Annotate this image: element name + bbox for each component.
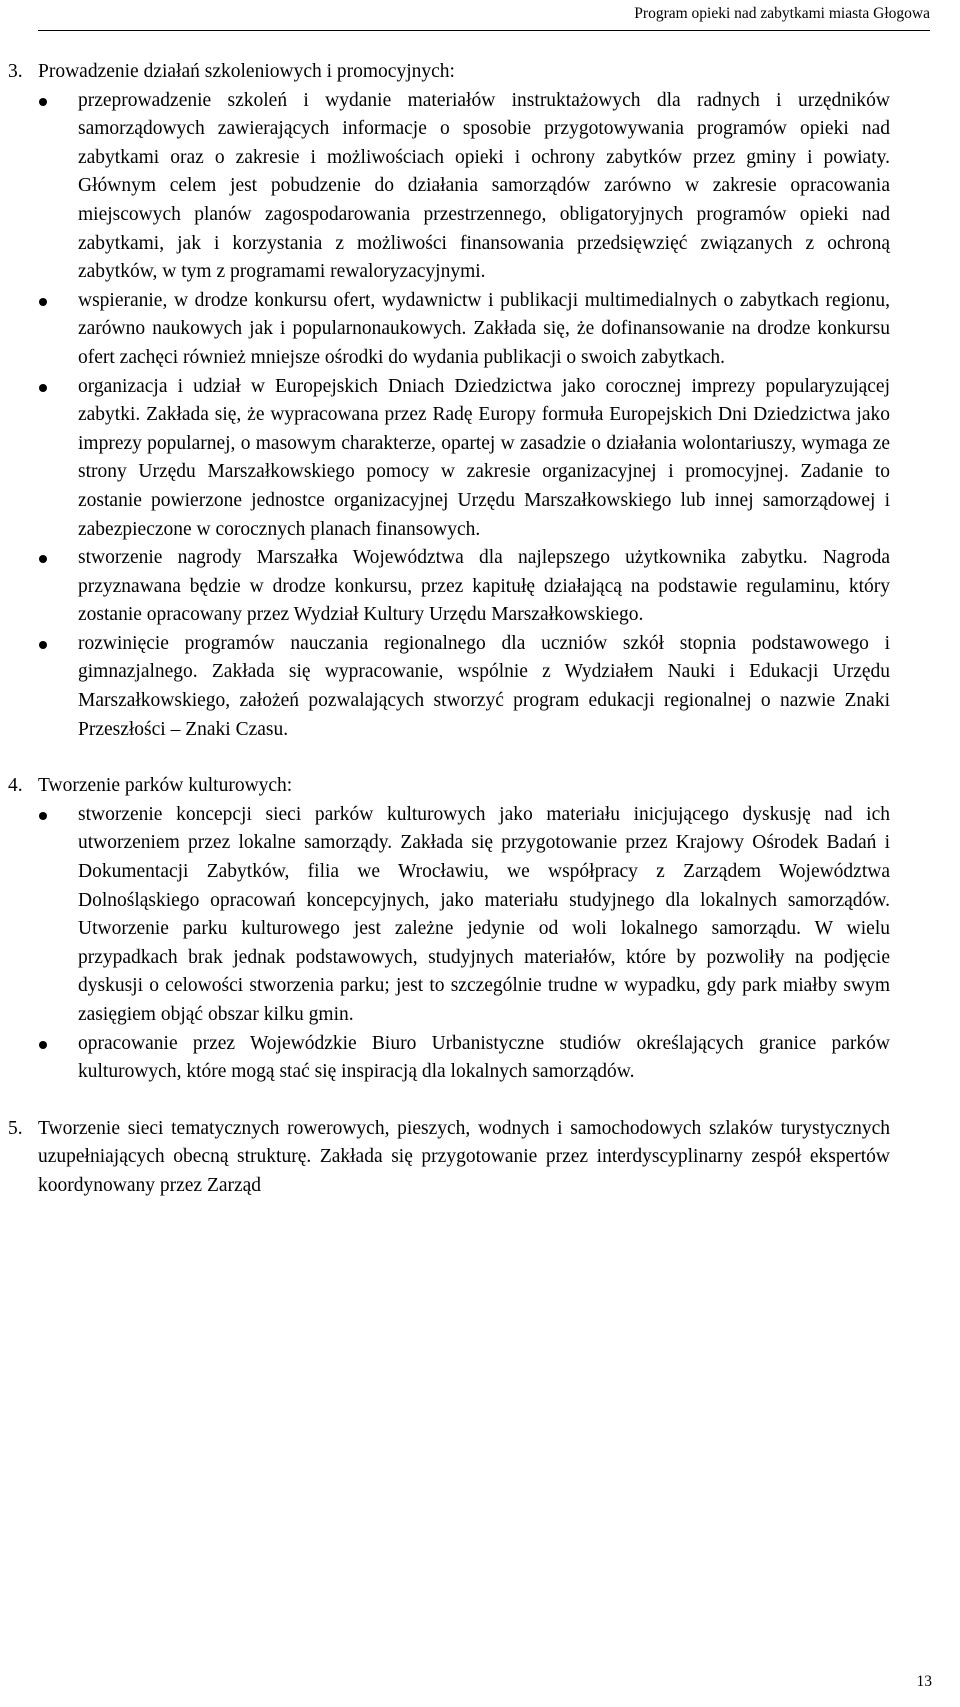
list-item bbox=[8, 87, 890, 287]
section-spacer bbox=[0, 1087, 960, 1115]
section-number: 4. bbox=[8, 775, 23, 797]
section-4 bbox=[8, 772, 890, 1087]
page-header bbox=[38, 4, 930, 31]
list-item bbox=[8, 630, 890, 744]
list-item bbox=[8, 544, 890, 630]
bullet-list bbox=[8, 801, 890, 1087]
section-number: 3. bbox=[8, 61, 23, 82]
bullet-icon bbox=[39, 384, 47, 392]
section-spacer bbox=[0, 744, 960, 772]
list-item-text: wspieranie, w drodze konkursu ofert, wydawnictw i publikacji multimedialnych o zabytkach regionu, zarówno naukowych jak i popularnonaukowych. Zakłada się, że dofinansowanie na drodze konkursu ofert zachęci również mniejsze ośrodki do wydania publikacji o swoich zabytkach. bbox=[78, 289, 890, 368]
list-item bbox=[8, 287, 890, 373]
document-title: Program opieki nad zabytkami miasta Głogowa bbox=[634, 5, 930, 22]
bullet-icon bbox=[39, 641, 47, 649]
bullet-icon bbox=[39, 1041, 47, 1049]
list-item bbox=[8, 801, 890, 1030]
bullet-icon bbox=[39, 555, 47, 563]
list-item-text: stworzenie nagrody Marszałka Województwa dla najlepszego użytkownika zabytku. Nagroda przyznawana będzie w drodze konkursu, przez kapitułę działającą na podstawie regulaminu, który zostanie opracowany przez Wydział Kultury Urzędu Marszałkowskiego. bbox=[78, 547, 890, 626]
list-item bbox=[8, 1030, 890, 1087]
section-heading bbox=[8, 58, 890, 87]
section-paragraph bbox=[8, 1115, 890, 1201]
section-number: 5. bbox=[8, 1117, 23, 1139]
document-body bbox=[0, 58, 960, 1201]
list-item bbox=[8, 373, 890, 545]
section-title: Prowadzenie działań szkoleniowych i promocyjnych: bbox=[38, 61, 455, 82]
section-heading bbox=[8, 772, 890, 801]
bullet-icon bbox=[39, 298, 47, 306]
list-item-text: organizacja i udział w Europejskich Dniach Dziedzictwa jako corocznej imprezy popularyzującej zabytki. Zakłada się, że wypracowana przez Radę Europy formuła Europejskich Dni Dziedzictwa jako imprezy popularnej, o masowym charakterze, opartej w zasadzie o działania wolontariuszy, wymaga ze strony Urzędu Marszałkowskiego pomocy w zakresie organizacyjnej i promocyjnej. Zadanie to zostanie powierzone jednostce organizacyjnej Urzędu Marszałkowskiego lub innej samorządowej i zabezpieczone w corocznych planach finansowych. bbox=[78, 375, 890, 540]
bullet-icon bbox=[39, 812, 47, 820]
page-number: 13 bbox=[916, 1673, 932, 1690]
list-item-text: rozwinięcie programów nauczania regionalnego dla uczniów szkół stopnia podstawowego i gimnazjalnego. Zakłada się wypracowanie, wspólnie z Wydziałem Nauki i Edukacji Urzędu Marszałkowskiego, założeń pozwalających stworzyć program edukacji regionalnej o nazwie Znaki Przeszłości – Znaki Czasu. bbox=[78, 632, 890, 740]
section-3 bbox=[8, 58, 890, 744]
section-title: Tworzenie parków kulturowych: bbox=[38, 775, 293, 797]
bullet-list bbox=[8, 87, 890, 745]
list-item-text: stworzenie koncepcji sieci parków kulturowych jako materiału inicjującego dyskusję nad ich utworzeniem przez lokalne samorządy. Zakłada się przygotowanie przez Krajowy Ośrodek Badań i Dokumentacji Zabytków, filia we Wrocławiu, we współpracy z Zarządem Województwa Dolnośląskiego opracowań koncepcyjnych, jako materiału studyjnego dla lokalnych samorządów. Utworzenie parku kulturowego jest zależne jedynie od woli lokalnego samorządu. W wielu przypadkach brak jednak podstawowych, studyjnych materiałów, które by pozwoliły na podjęcie dyskusji o celowości stworzenia parku; jest to szczególnie trudne w wypadku, gdy park miałby swym zasięgiem objąć obszar kilku gmin. bbox=[78, 803, 890, 1025]
section-text: Tworzenie sieci tematycznych rowerowych, pieszych, wodnych i samochodowych szlaków turystycznych uzupełniających obecną strukturę. Zakłada się przygotowanie przez interdyscyplinarny zespół ekspertów koordynowany przez Zarząd bbox=[38, 1117, 890, 1196]
list-item-text: przeprowadzenie szkoleń i wydanie materiałów instruktażowych dla radnych i urzędników samorządowych zawierających informacje o sposobie przygotowywania programów opieki nad zabytkami oraz o zakresie i możliwościach opieki i ochrony zabytków przez gminy i powiaty. Głównym celem jest pobudzenie do działania samorządów zarówno w zakresie opracowania miejscowych planów zagospodarowania przestrzennego, obligatoryjnych programów opieki nad zabytkami, jak i korzystania z możliwości finansowania przedsięwzięć związanych z ochroną zabytków, w tym z programami rewaloryzacyjnymi. bbox=[78, 89, 890, 283]
section-5 bbox=[8, 1115, 890, 1201]
list-item-text: opracowanie przez Wojewódzkie Biuro Urbanistyczne studiów określających granice parków kulturowych, które mogą stać się inspiracją dla lokalnych samorządów. bbox=[78, 1032, 890, 1083]
bullet-icon bbox=[39, 98, 47, 106]
